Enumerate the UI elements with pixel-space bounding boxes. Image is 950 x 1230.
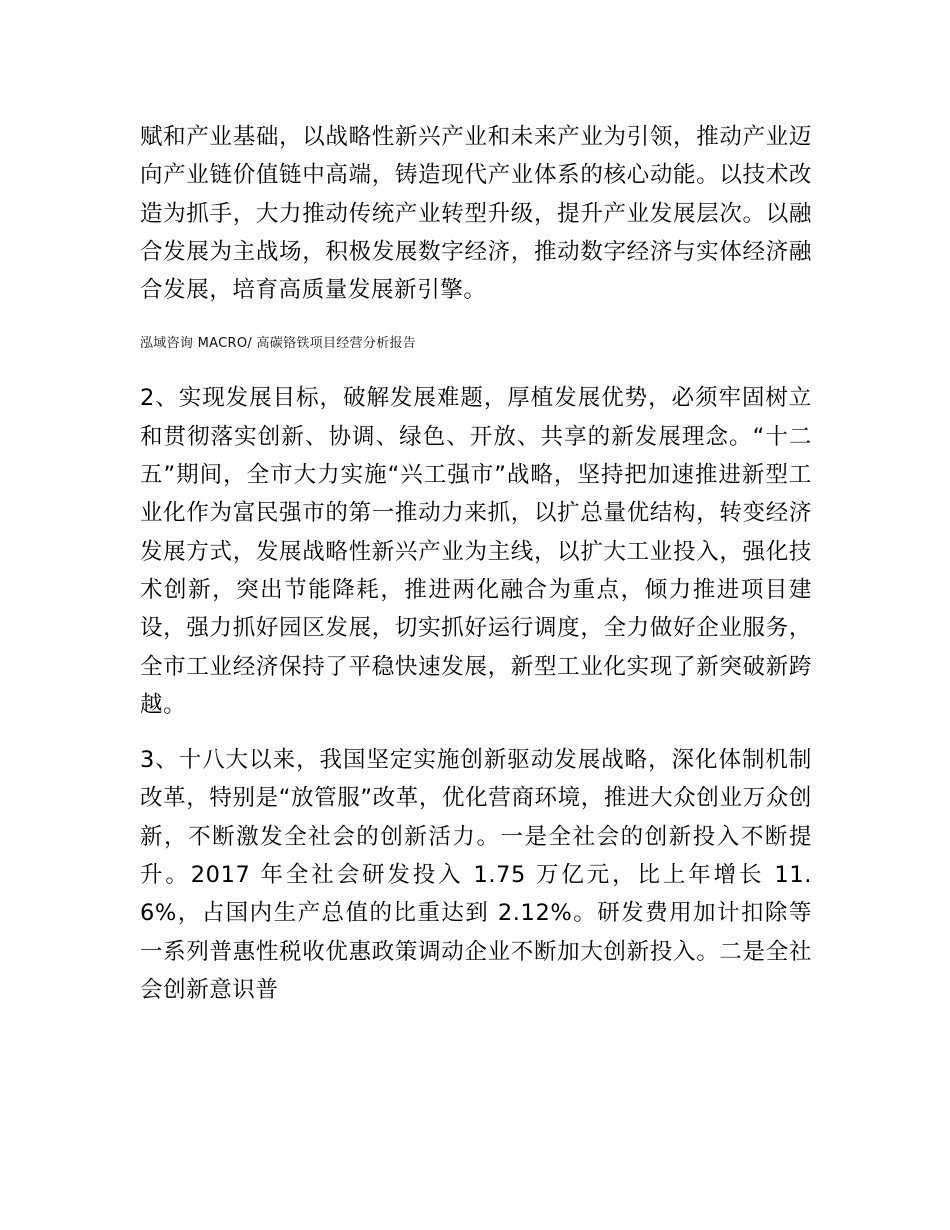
paragraph-1: 赋和产业基础，以战略性新兴产业和未来产业为引领，推动产业迈向产业链价值链中高端，铸造现代产业体系的核心动能。以技术改造为抓手，大力推动传统产业转型升级，提升产业发展层次。以融合发展为主战场，积极发展数字经济，推动数字经济与实体经济融合发展，培育高质量发展新引擎。 xyxy=(140,124,812,304)
document-page xyxy=(140,118,812,1009)
paragraph-3: 3、十八大以来，我国坚定实施创新驱动发展战略，深化体制机制改革，特别是“放管服”改革，优化营商环境，推进大众创业万众创新，不断激发全社会的创新活力。一是全社会的创新投入不断提升。2017 年全社会研发投入 1.75 万亿元，比上年增长 11.6%，占国内生产总值的比重达到 2.12%。研发费用加计扣除等一系列普惠性税收优惠政策调动企业不断加大创新投入。二是全社会创新意识普 xyxy=(140,747,812,1003)
running-header: 泓域咨询 MACRO/ 高碳铬铁项目经营分析报告 xyxy=(140,336,417,352)
paragraph-2: 2、实现发展目标，破解发展难题，厚植发展优势，必须牢固树立和贯彻落实创新、协调、绿色、开放、共享的新发展理念。“十二五”期间，全市大力实施“兴工强市”战略，坚持把加速推进新型工业化作为富民强市的第一推动力来抓，以扩总量优结构，转变经济发展方式，发展战略性新兴产业为主线，以扩大工业投入，强化技术创新，突出节能降耗，推进两化融合为重点，倾力推进项目建设，强力抓好园区发展，切实抓好运行调度，全力做好企业服务，全市工业经济保持了平稳快速发展，新型工业化实现了新突破新跨越。 xyxy=(140,385,812,718)
